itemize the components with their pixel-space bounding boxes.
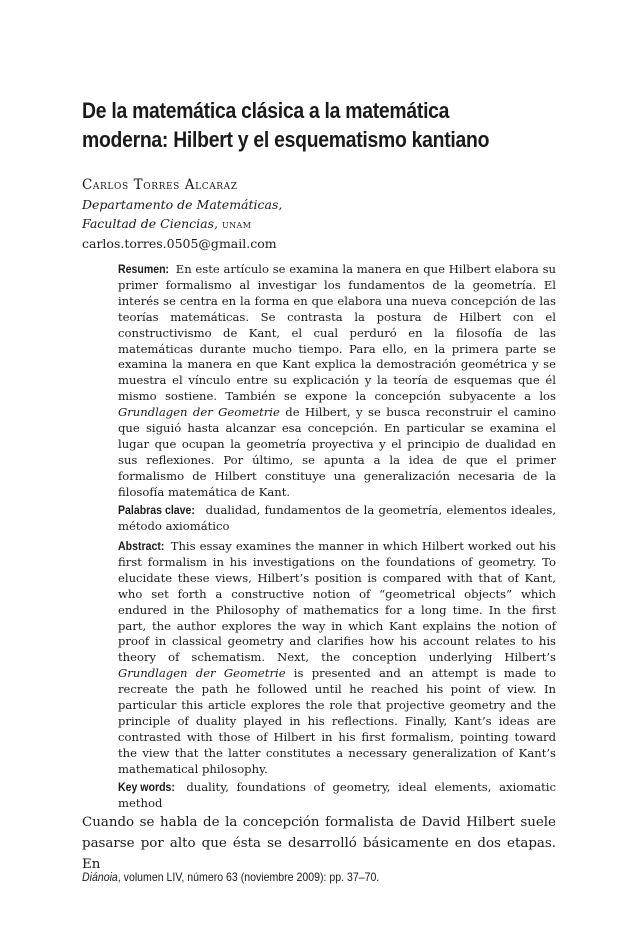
- resumen-paragraph: [118, 262, 556, 501]
- faculty-name: Facultad de Ciencias,: [82, 216, 218, 231]
- palabras-clave: [118, 503, 556, 535]
- resumen-text-after: de Hilbert, y se busca reconstruir el camino que siguió hasta alcanzar esa concepción. En particular se examina el lugar que ocupan la geometría proyectiva y el principio de dualidad en sus reflexiones. Por último, se apunta a la idea de que el primer formalismo de Hilbert constituye una generalización necesaria de la filosofía matemática de Kant.: [118, 405, 557, 499]
- abstract-section: [118, 539, 556, 811]
- body-paragraph: Cuando se habla de la concepción formalista de David Hilbert suele pasarse por alto que ésta se desarrolló básicamente en dos etapas. En: [82, 815, 556, 872]
- key-words-text: duality, foundations of geometry, ideal elements, axiomatic method: [118, 779, 556, 810]
- palabras-clave-text: dualidad, fundamentos de la geometría, elementos ideales, método axiomático: [118, 502, 556, 533]
- key-words: [118, 780, 556, 812]
- journal-citation: [82, 870, 379, 884]
- article-title: [82, 96, 522, 154]
- resumen-italic-title: Grundlagen der Geometrie: [118, 405, 280, 420]
- abstract-text-before: This essay examines the manner in which Hilbert worked out his first formalism in his investigations on the foundations of geometry. To elucidate these views, Hilbert’s position is compared with that of Kant, who set forth a constructive notion of “geometrical objects” which endured in the Philosophy of mathematics for a long time. In the first part, the author explores the way in which Kant explains the notion of proof in classical geometry and clarifies how his account relates to his theory of schematism. Next, the conception underlying Hilbert’s: [118, 539, 556, 665]
- key-words-label: Key words:: [118, 779, 175, 794]
- abstract-label: Abstract:: [118, 539, 165, 553]
- title-line-1: De la matemática clásica a la matemática: [82, 98, 450, 123]
- resumen-label: Resumen:: [118, 262, 170, 276]
- abstract-text-after: is presented and an attempt is made to recreate the path he followed until he reached his point of view. In particular this article explores the role that projective geometry and the principle of duality played in his reflections. Finally, Kant’s ideas are contrasted with those of Hilbert in his first formalism, pointing toward the view that the latter constitutes a necessary generalization of Kant’s mathematical philosophy.: [118, 666, 557, 776]
- resumen-section: [118, 262, 556, 534]
- author-block: [82, 176, 502, 253]
- title-line-2: moderna: Hilbert y el esquematismo kantiano: [82, 127, 490, 152]
- author-email[interactable]: carlos.torres.0505@gmail.com: [82, 236, 277, 251]
- resumen-text-before: En este artículo se examina la manera en que Hilbert elabora su primer formalismo al investigar los fundamentos de la geometría. El interés se centra en la forma en que elabora una nueva concepción de las teorías matemáticas. Se contrasta la postura de Hilbert con el constructivismo de Kant, el cual perduró en la filosofía de las matemáticas durante mucho tiempo. Para ello, en la primera parte se examina la manera en que Kant explica la demostración geométrica y se muestra el vínculo entre su explicación y la teoría de esquemas que él mismo sostiene. También se expone la concepción subyacente a los: [118, 262, 557, 404]
- journal-name: Diánoia: [82, 870, 118, 884]
- author-faculty: [82, 214, 502, 234]
- palabras-clave-label: Palabras clave:: [118, 502, 195, 517]
- abstract-paragraph: [118, 539, 556, 778]
- author-department: Departamento de Matemáticas,: [82, 197, 283, 212]
- citation-details: , volumen LIV, número 63 (noviembre 2009): pp. 37–70.: [117, 870, 380, 884]
- author-name: Carlos Torres Alcaraz: [82, 177, 238, 193]
- university-name: unam: [221, 218, 252, 231]
- abstract-italic-title: Grundlagen der Geometrie: [118, 666, 286, 681]
